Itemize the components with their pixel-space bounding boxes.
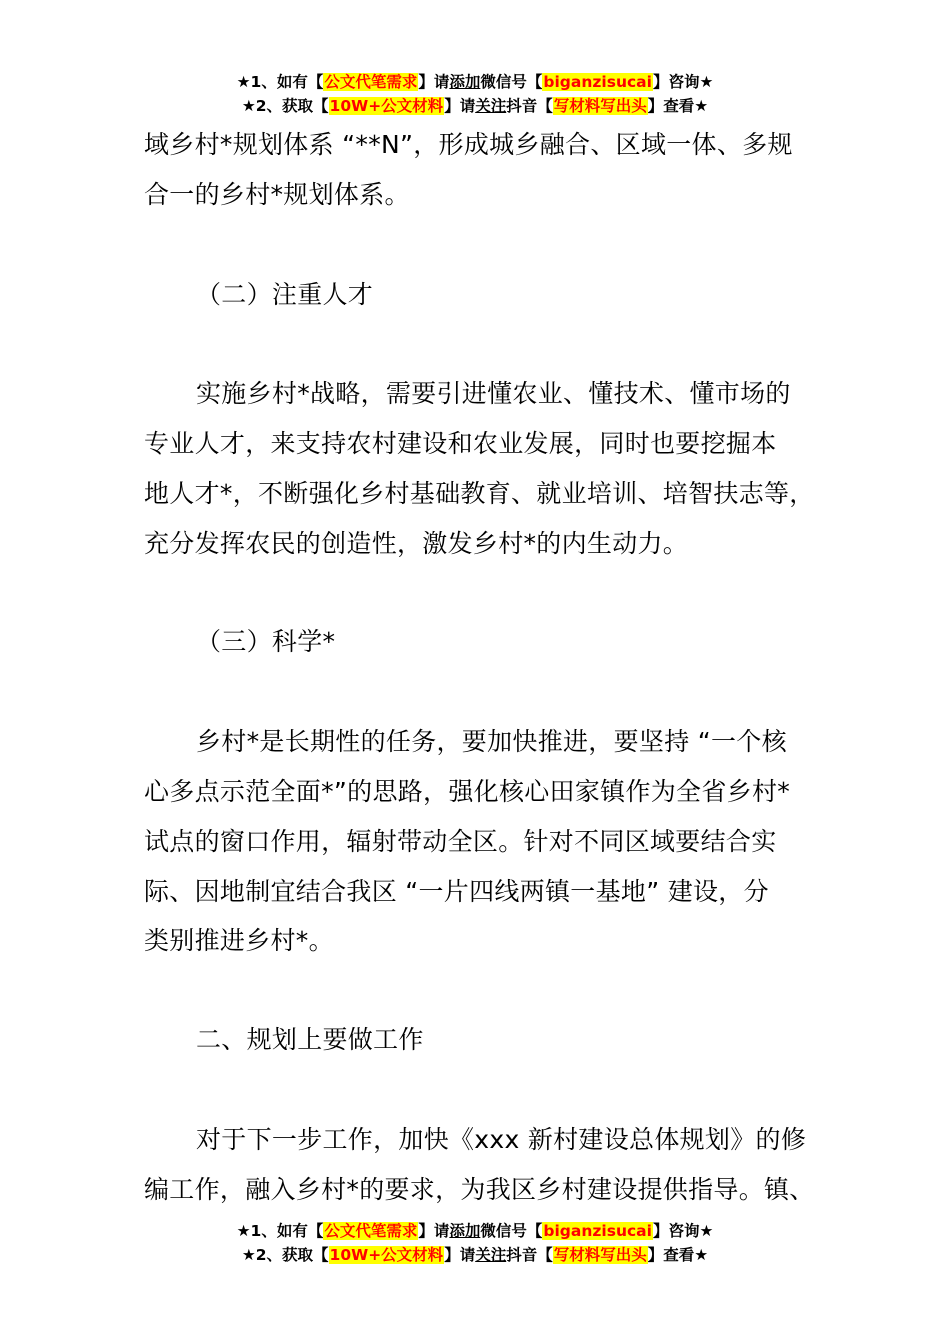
banner-line-1 xyxy=(0,1219,950,1243)
paragraph-line: 域乡村*规划体系 “**N”，形成城乡融合、区域一体、多规 xyxy=(144,130,793,159)
banner-line-2 xyxy=(0,1243,950,1267)
highlight-douyin-id: 写材料写出头 xyxy=(553,1246,647,1264)
paragraph-line: 试点的窗口作用，辐射带动全区。针对不同区域要结合实 xyxy=(144,827,777,856)
highlight-materials: 10W+公文材料 xyxy=(329,97,444,115)
banner-text: 抖音【 xyxy=(506,97,553,115)
banner-underlined: 关注 xyxy=(475,97,507,115)
paragraph-line: 充分发挥农民的创造性，激发乡村*的内生动力。 xyxy=(144,529,689,558)
banner-text: 】请 xyxy=(444,1246,476,1264)
banner-text: 微信号【 xyxy=(480,73,543,91)
banner-text: 抖音【 xyxy=(506,1246,553,1264)
section-heading: 二、规划上要做工作 xyxy=(196,1025,424,1054)
highlight-wechat-id: biganzisucai xyxy=(543,73,652,91)
banner-underlined: 添加 xyxy=(449,73,481,91)
bottom-banner xyxy=(0,1219,950,1267)
paragraph-line: 际、因地制宜结合我区 “一片四线两镇一基地” 建设，分 xyxy=(144,877,769,906)
paragraph-line: 专业人才，来支持农村建设和农业发展，同时也要挖掘本 xyxy=(144,429,777,458)
paragraph-line: 实施乡村*战略，需要引进懂农业、懂技术、懂市场的 xyxy=(196,379,791,408)
banner-text: 】请 xyxy=(444,97,476,115)
banner-underlined: 关注 xyxy=(475,1246,507,1264)
banner-line-2 xyxy=(0,94,950,118)
banner-text: ★1、如有【 xyxy=(236,73,324,91)
paragraph-line: 类别推进乡村*。 xyxy=(144,926,334,955)
section-heading: （三）科学* xyxy=(196,627,336,656)
paragraph-line: 合一的乡村*规划体系。 xyxy=(144,180,410,209)
banner-underlined: 添加 xyxy=(449,1222,481,1240)
highlight-douyin-id: 写材料写出头 xyxy=(553,97,647,115)
banner-text: 微信号【 xyxy=(480,1222,543,1240)
highlight-service: 公文代笔需求 xyxy=(324,73,418,91)
banner-text: 】咨询★ xyxy=(652,1222,714,1240)
top-banner xyxy=(0,70,950,118)
banner-text: ★2、获取【 xyxy=(241,97,329,115)
paragraph-line: 乡村*是长期性的任务，要加快推进，要坚持 “一个核 xyxy=(196,727,787,756)
highlight-materials: 10W+公文材料 xyxy=(329,1246,444,1264)
banner-text: ★1、如有【 xyxy=(236,1222,324,1240)
paragraph-line: 心多点示范全面*”的思路，强化核心田家镇作为全省乡村* xyxy=(144,777,791,806)
banner-text: 】查看★ xyxy=(647,1246,709,1264)
banner-text: 】请 xyxy=(418,1222,450,1240)
paragraph-line: 地人才*，不断强化乡村基础教育、就业培训、培智扶志等， xyxy=(144,479,815,508)
banner-text: 】查看★ xyxy=(647,97,709,115)
paragraph-line: 编工作，融入乡村*的要求，为我区乡村建设提供指导。镇、 xyxy=(144,1175,815,1204)
banner-text: 】请 xyxy=(418,73,450,91)
highlight-wechat-id: biganzisucai xyxy=(543,1222,652,1240)
banner-text: ★2、获取【 xyxy=(241,1246,329,1264)
banner-line-1 xyxy=(0,70,950,94)
highlight-service: 公文代笔需求 xyxy=(324,1222,418,1240)
paragraph-line: 对于下一步工作，加快《xxx 新村建设总体规划》的修 xyxy=(196,1125,807,1154)
section-heading: （二）注重人才 xyxy=(196,280,374,309)
banner-text: 】咨询★ xyxy=(652,73,714,91)
